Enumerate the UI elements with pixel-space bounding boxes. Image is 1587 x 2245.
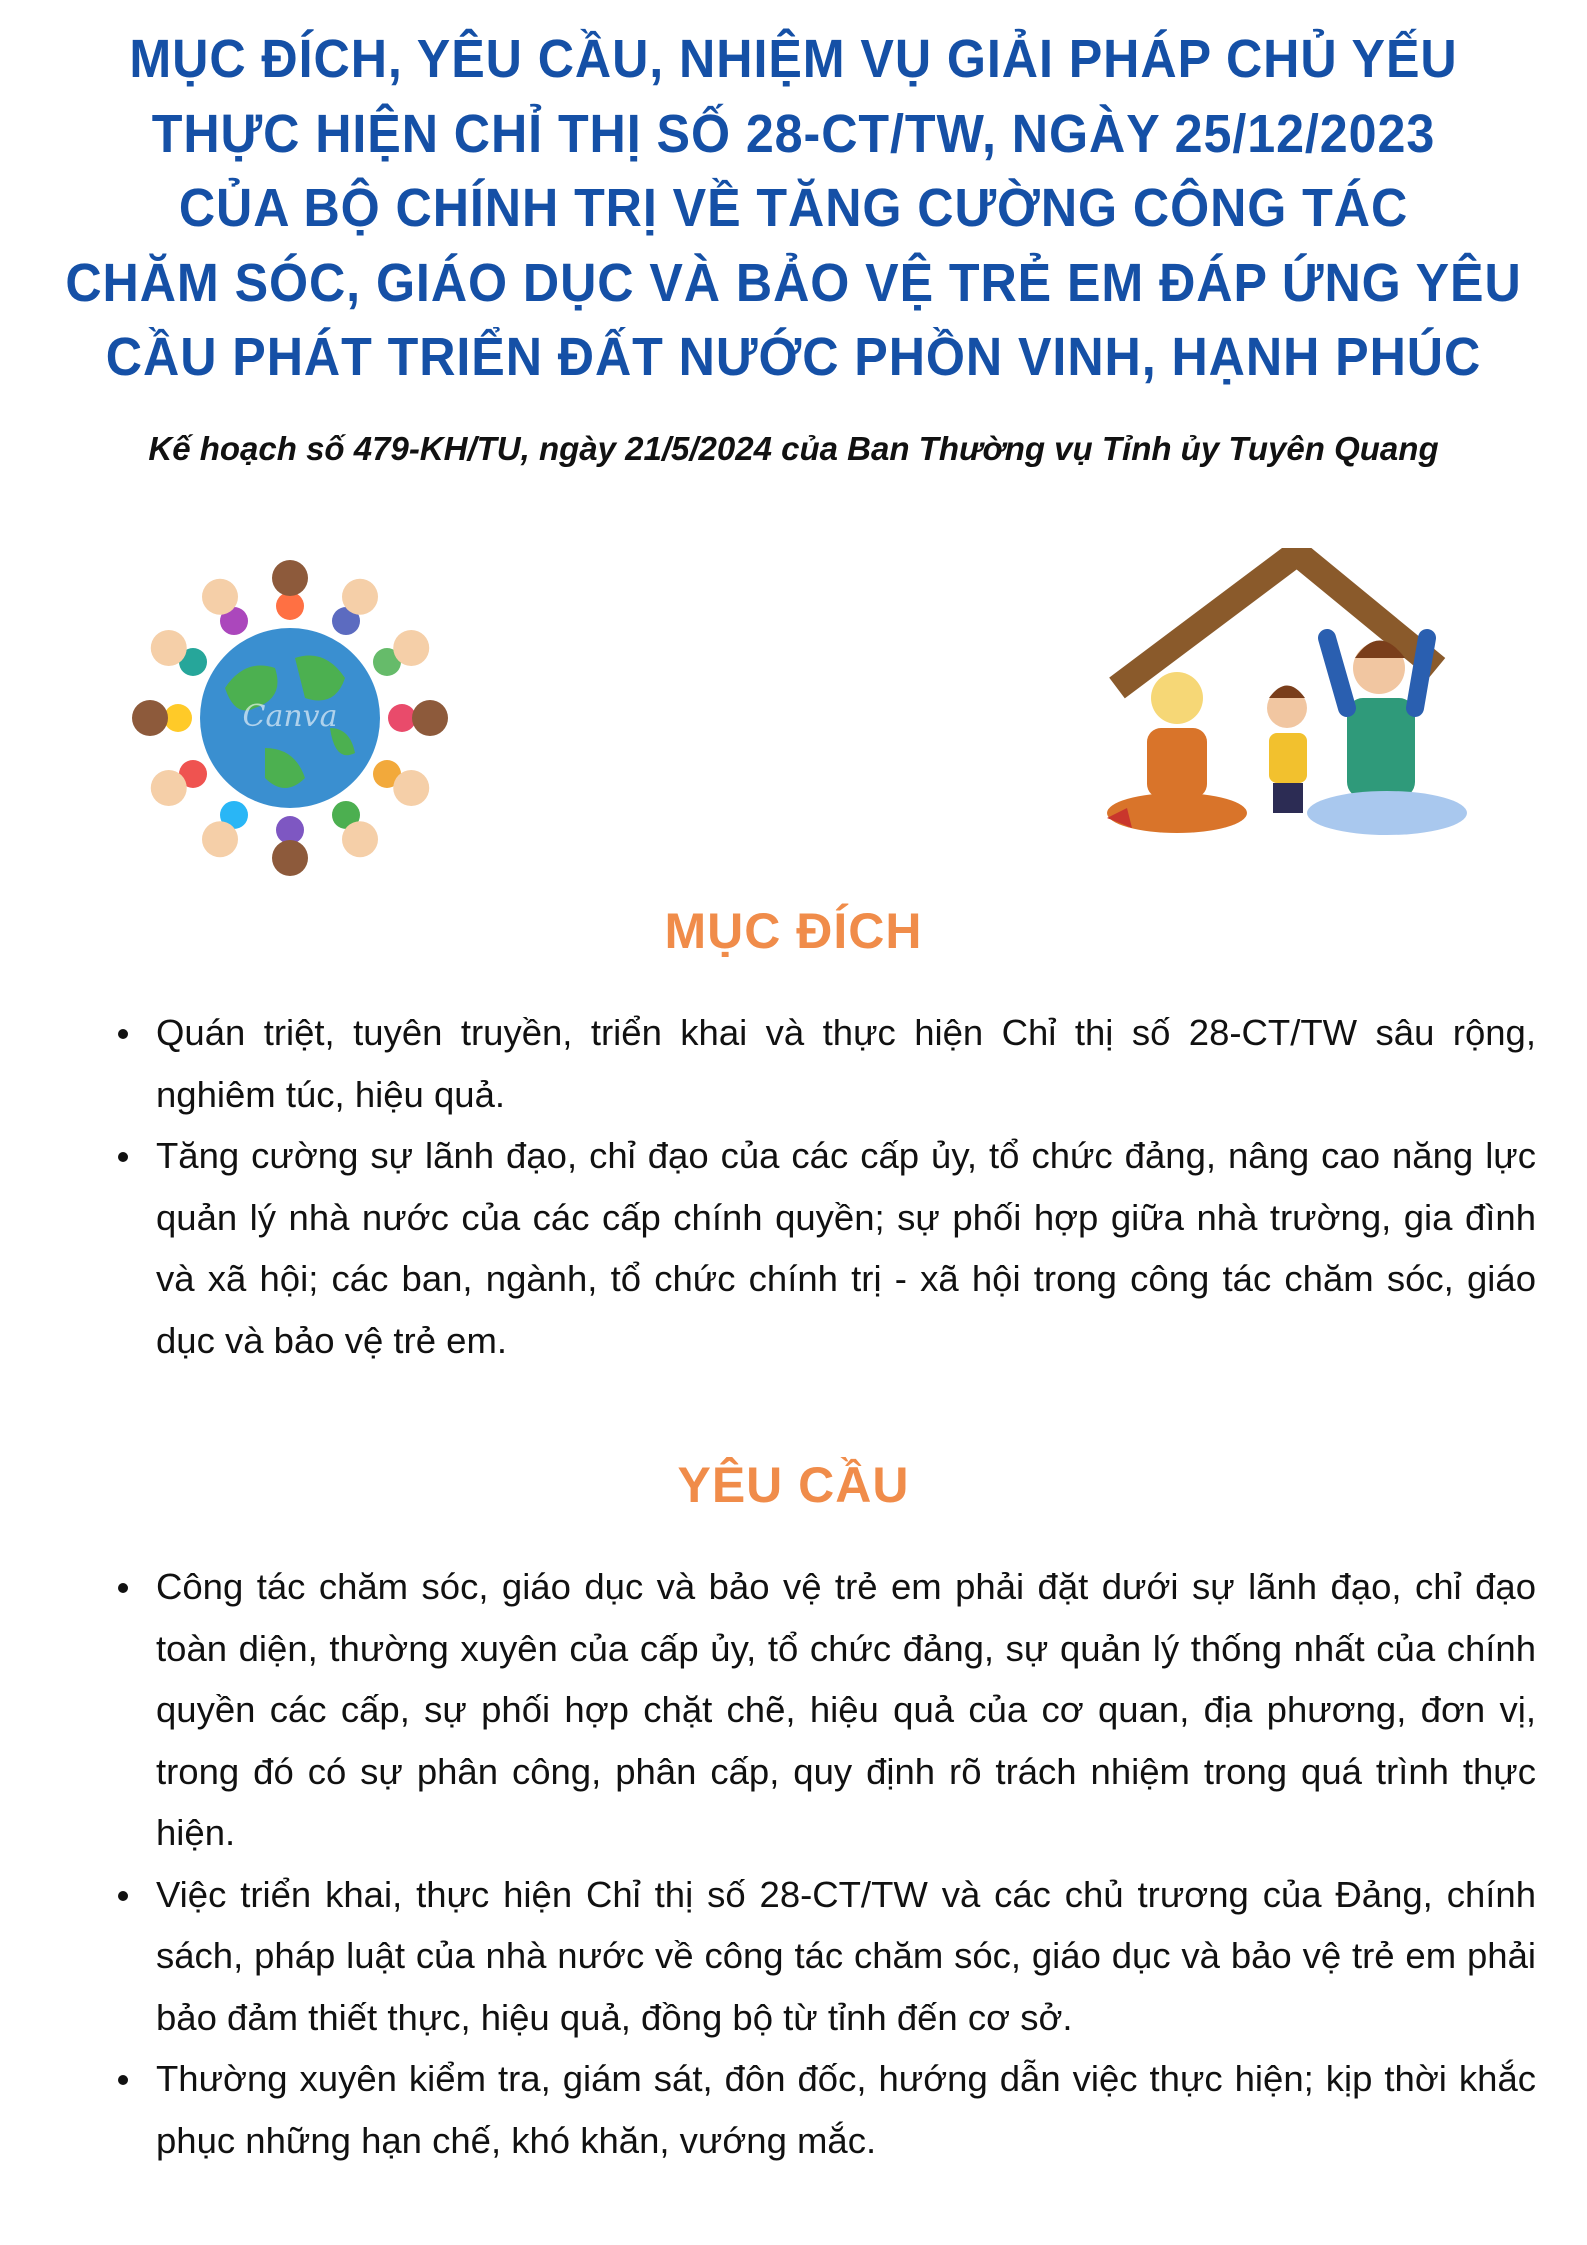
yeu-cau-list xyxy=(110,1556,1536,2171)
child-head xyxy=(342,579,378,615)
child-head xyxy=(202,579,238,615)
children-around-globe-illustration xyxy=(115,548,465,883)
list-item: Tăng cường sự lãnh đạo, chỉ đạo của các cấp ủy, tổ chức đảng, nâng cao năng lực quản lý nhà nước của các cấp chính quyền; sự phối hợp giữa nhà trường, gia đình và xã hội; các ban, ngành, tổ chức chính trị - xã hội trong công tác chăm sóc, giáo dục và bảo vệ trẻ em. xyxy=(156,1125,1536,1371)
canva-watermark: Canva xyxy=(242,699,338,734)
muc-dich-list xyxy=(110,1002,1536,1371)
title-line: CHĂM SÓC, GIÁO DỤC VÀ BẢO VỆ TRẺ EM ĐÁP ỨNG YÊU xyxy=(65,252,1522,313)
list-item: Quán triệt, tuyên truyền, triển khai và thực hiện Chỉ thị số 28-CT/TW sâu rộng, nghiêm túc, hiệu quả. xyxy=(156,1002,1536,1125)
child-head xyxy=(272,560,308,596)
family-under-roof-illustration xyxy=(1097,548,1482,868)
page-title xyxy=(0,22,1587,395)
child-head xyxy=(393,770,429,806)
child-head xyxy=(342,821,378,857)
child-body xyxy=(388,704,416,732)
list-item: Việc triển khai, thực hiện Chỉ thị số 28-CT/TW và các chủ trương của Đảng, chính sách, pháp luật của nhà nước về công tác chăm sóc, giáo dục và bảo vệ trẻ em phải bảo đảm thiết thực, hiệu quả, đồng bộ từ tỉnh đến cơ sở. xyxy=(156,1864,1536,2049)
child-head xyxy=(412,700,448,736)
title-line: CỦA BỘ CHÍNH TRỊ VỀ TĂNG CƯỜNG CÔNG TÁC xyxy=(178,178,1409,238)
mother-figure xyxy=(1107,672,1247,833)
subtitle: Kế hoạch số 479-KH/TU, ngày 21/5/2024 của Ban Thường vụ Tỉnh ủy Tuyên Quang xyxy=(148,430,1439,467)
title-line: MỤC ĐÍCH, YÊU CẦU, NHIỆM VỤ GIẢI PHÁP CHỦ YẾU xyxy=(129,29,1458,89)
child-head xyxy=(151,630,187,666)
child-head xyxy=(132,700,168,736)
child-head xyxy=(151,770,187,806)
section-heading-yeu-cau: YÊU CẦU xyxy=(677,1457,910,1513)
child-head xyxy=(393,630,429,666)
child-head xyxy=(272,840,308,876)
title-line: CẦU PHÁT TRIỂN ĐẤT NƯỚC PHỒN VINH, HẠNH PHÚC xyxy=(105,327,1482,387)
child-body xyxy=(276,816,304,844)
child-figure xyxy=(1267,686,1307,814)
title-line: THỰC HIỆN CHỈ THỊ SỐ 28-CT/TW, NGÀY 25/12/2023 xyxy=(151,103,1436,164)
child-head xyxy=(202,821,238,857)
child-body xyxy=(164,704,192,732)
father-figure xyxy=(1307,638,1467,835)
list-item: Công tác chăm sóc, giáo dục và bảo vệ trẻ em phải đặt dưới sự lãnh đạo, chỉ đạo toàn diện, thường xuyên của cấp ủy, tổ chức đảng, sự quản lý thống nhất của chính quyền các cấp, sự phối hợp chặt chẽ, hiệu quả của cơ quan, địa phương, đơn vị, trong đó có sự phân công, phân cấp, quy định rõ trách nhiệm trong quá trình thực hiện. xyxy=(156,1556,1536,1864)
child-body xyxy=(276,592,304,620)
list-item: Thường xuyên kiểm tra, giám sát, đôn đốc, hướng dẫn việc thực hiện; kịp thời khắc phục những hạn chế, khó khăn, vướng mắc. xyxy=(156,2048,1536,2171)
section-heading-muc-dich: MỤC ĐÍCH xyxy=(664,903,923,959)
